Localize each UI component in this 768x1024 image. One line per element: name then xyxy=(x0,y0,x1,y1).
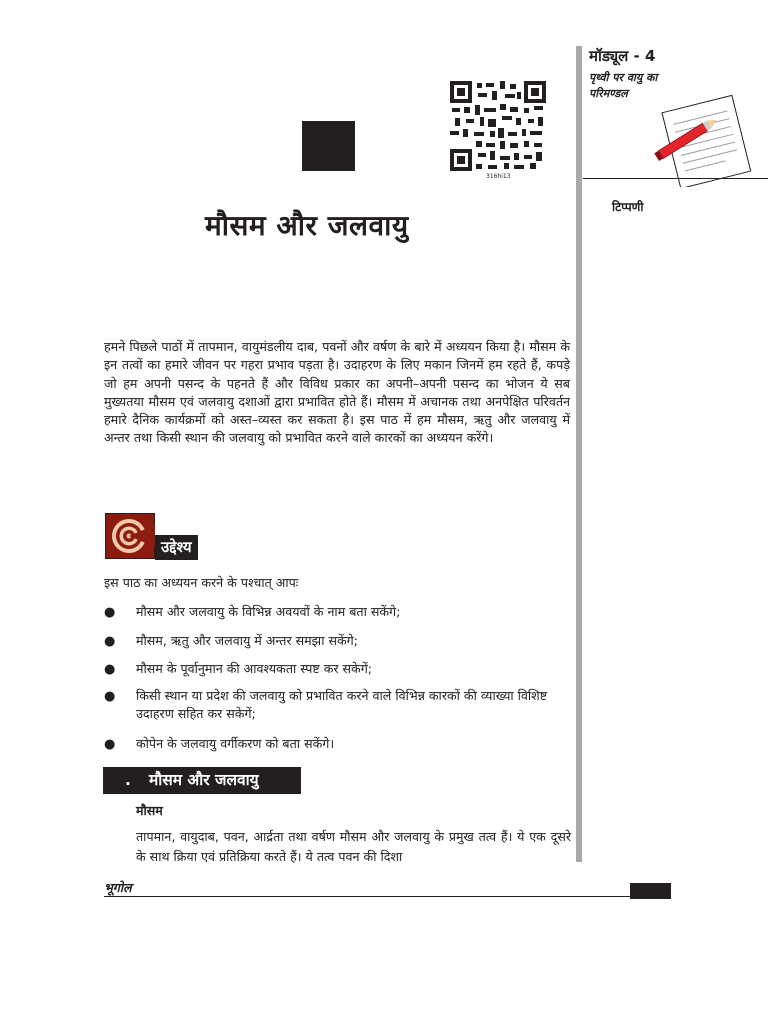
margin-rule xyxy=(576,46,582,862)
footer-rule xyxy=(104,896,632,897)
chapter-title: मौसम और जलवायु xyxy=(205,209,409,242)
objective-item: मौसम और जलवायु के विभिन्न अवयवों के नाम बता सकेंगे; xyxy=(136,604,401,619)
objectives-icon xyxy=(105,513,155,559)
notes-label: टिप्पणी xyxy=(612,200,644,214)
intro-paragraph: हमने पिछले पाठों में तापमान, वायुमंडलीय दाब, पवनों और वर्षण के बारे में अध्ययन किया है। मौसम के इन तत्वों का हमारे जीवन पर गहरा प्रभाव पड़ता है। उदाहरण के लिए मकान जिनमें हम रहते हैं, कपड़े जो हम अपनी पसन्द के पहनते हैं और विविध प्रकार का अपनी–अपनी पसन्द का भोजन ये सब मुख्यतया मौसम एवं जलवायु दशाओं द्वारा प्रभावित होते हैं। मौसम में अचानक तथा अनपेक्षित परिवर्तन हमारे दैनिक कार्यक्रमों को अस्त–व्यस्त कर सकता है। इस पाठ में हम मौसम, ऋतु और जलवायु में अन्तर तथा किसी स्थान की जलवायु को प्रभावित करने वाले कारकों का अध्ययन करेंगे। xyxy=(104,339,570,446)
qr-code xyxy=(450,81,546,171)
bullet-icon: ● xyxy=(104,634,116,649)
bullet-icon: ● xyxy=(104,737,116,752)
objective-item: मौसम, ऋतु और जलवायु में अन्तर समझा सकेंगे; xyxy=(136,633,358,648)
objectives-intro: इस पाठ का अध्ययन करने के पश्चात् आपः xyxy=(104,575,299,590)
section-paragraph: तापमान, वायुदाब, पवन, आर्द्रता तथा वर्षण मौसम और जलवायु के प्रमुख तत्व हैं। ये एक दूसरे के साथ क्रिया एवं प्रतिक्रिया करते हैं। ये तत्व पवन की दिशा xyxy=(136,829,571,864)
section-number: . xyxy=(125,771,131,789)
bullet-icon: ● xyxy=(104,605,116,620)
qr-code-label: 316hi13 xyxy=(486,173,511,180)
bullet-icon: ● xyxy=(104,689,116,704)
bullet-icon: ● xyxy=(104,662,116,677)
objectives-heading: उद्देश्य xyxy=(155,535,198,560)
margin-divider xyxy=(583,178,768,179)
notes-icon xyxy=(650,92,768,187)
module-subtitle: पृथ्वी पर वायु का परिमण्डल xyxy=(589,71,658,100)
footer-subject: भूगोल xyxy=(104,880,132,895)
objective-item: किसी स्थान या प्रदेश की जलवायु को प्रभावित करने वाले विभिन्न कारकों की व्याख्या विशिष्ट उदाहरण सहित कर सकेगें; xyxy=(136,688,548,721)
subheading: मौसम xyxy=(136,803,163,818)
chapter-number-box xyxy=(302,121,355,171)
objective-item: मौसम के पूर्वानुमान की आवश्यकता स्पष्ट कर सकेगें; xyxy=(136,661,373,676)
module-label: मॉड्यूल - 4 xyxy=(589,47,656,65)
section-title: मौसम और जलवायु xyxy=(149,771,259,789)
objective-item: कोपेन के जलवायु वर्गीकरण को बता सकेंगे। xyxy=(136,736,335,751)
section-heading xyxy=(103,767,301,794)
page-number-box xyxy=(630,883,671,899)
